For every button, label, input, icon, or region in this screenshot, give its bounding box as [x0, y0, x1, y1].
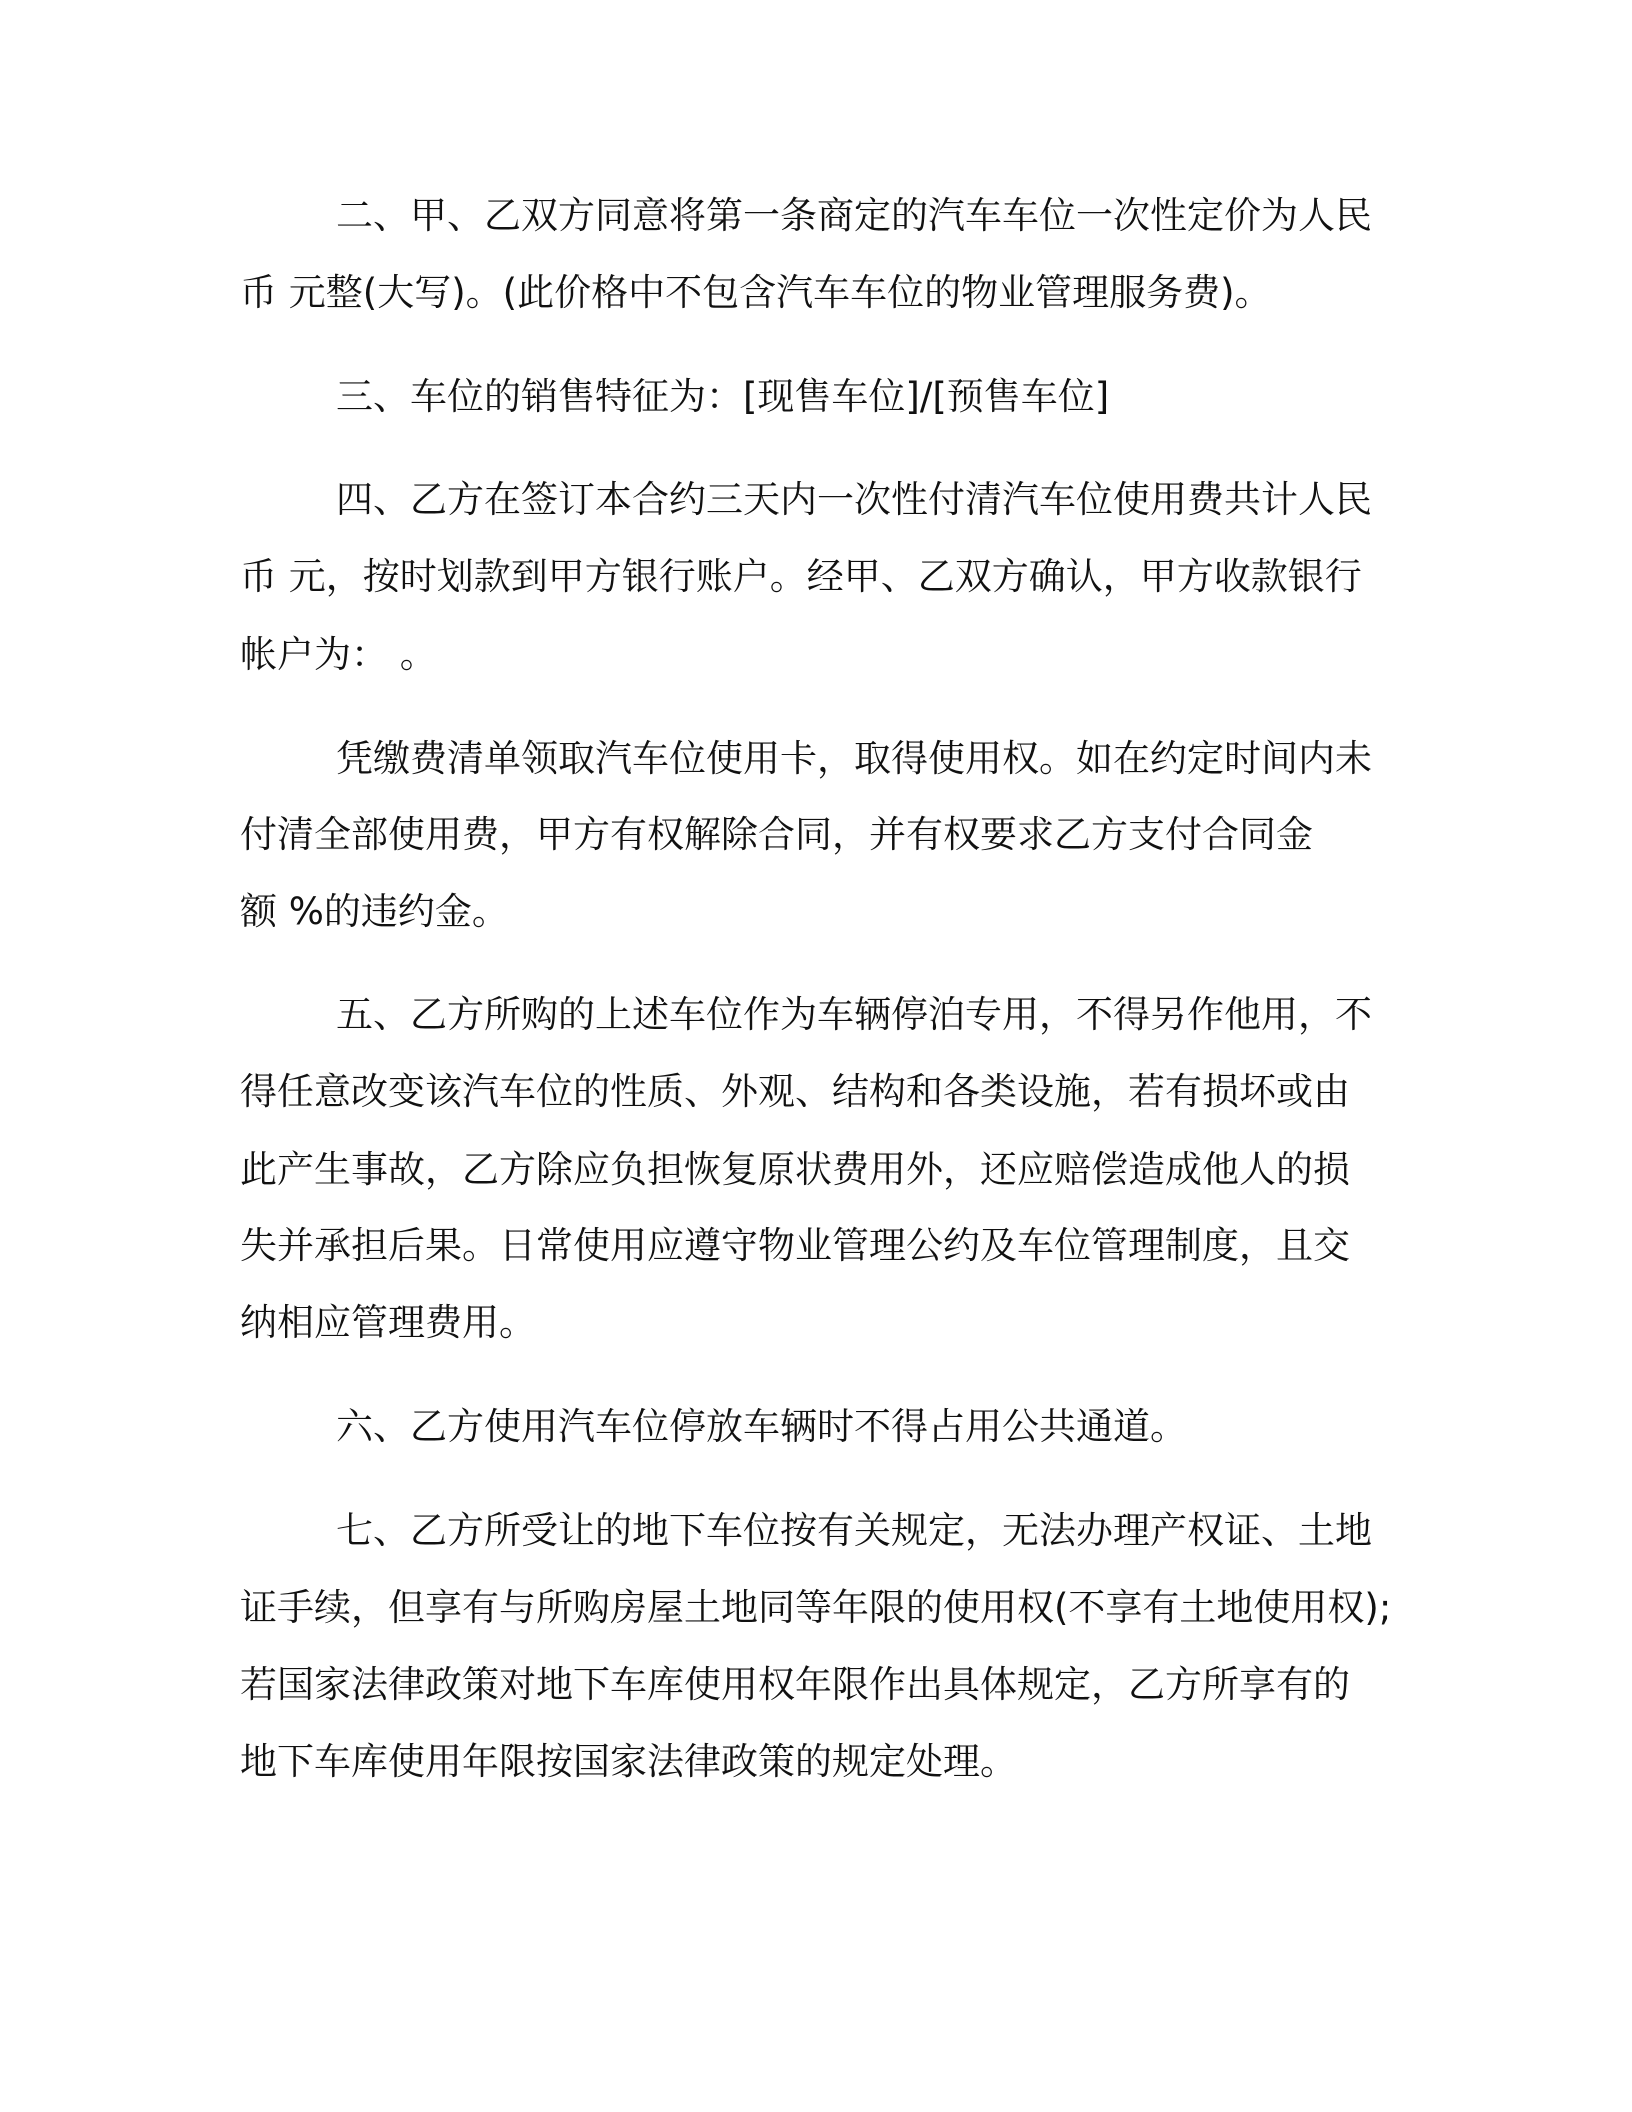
clause-7-line-1: 七、乙方所受让的地下车位按有关规定，无法办理产权证、土地 [336, 1509, 1372, 1552]
clause-5-line-2: 得任意改变该汽车位的性质、外观、结构和各类设施，若有损坏或由 [240, 1070, 1350, 1113]
clause-4-cont-line-2: 付清全部使用费，甲方有权解除合同，并有权要求乙方支付合同金 [240, 813, 1313, 856]
clause-7-line-2: 证手续，但享有与所购房屋土地同等年限的使用权(不享有土地使用权); [240, 1586, 1392, 1629]
clause-3-line-1: 三、车位的销售特征为：[现售车位]/[预售车位] [336, 375, 1110, 418]
clause-4-cont-line-1: 凭缴费清单领取汽车位使用卡，取得使用权。如在约定时间内未 [336, 737, 1372, 780]
clause-7-line-3: 若国家法律政策对地下车库使用权年限作出具体规定，乙方所享有的 [240, 1663, 1350, 1706]
clause-4-line-3: 帐户为： 。 [240, 633, 437, 676]
clause-4-line-1: 四、乙方在签订本合约三天内一次性付清汽车位使用费共计人民 [336, 478, 1372, 521]
clause-5-line-4: 失并承担后果。日常使用应遵守物业管理公约及车位管理制度，且交 [240, 1224, 1350, 1267]
clause-4-line-2: 币 元，按时划款到甲方银行账户。经甲、乙双方确认，甲方收款银行 [240, 555, 1362, 598]
clause-4-cont-line-3: 额 %的违约金。 [240, 890, 509, 933]
clause-5-line-3: 此产生事故，乙方除应负担恢复原状费用外，还应赔偿造成他人的损 [240, 1148, 1350, 1191]
clause-2-line-2: 币 元整(大写)。(此价格中不包含汽车车位的物业管理服务费)。 [240, 271, 1272, 314]
clause-5-line-5: 纳相应管理费用。 [240, 1301, 536, 1344]
clause-5-line-1: 五、乙方所购的上述车位作为车辆停泊专用，不得另作他用，不 [336, 993, 1372, 1036]
clause-7-line-4: 地下车库使用年限按国家法律政策的规定处理。 [240, 1740, 1017, 1783]
clause-6-line-1: 六、乙方使用汽车位停放车辆时不得占用公共通道。 [336, 1405, 1187, 1448]
clause-2-line-1: 二、甲、乙双方同意将第一条商定的汽车车位一次性定价为人民 [336, 194, 1372, 237]
